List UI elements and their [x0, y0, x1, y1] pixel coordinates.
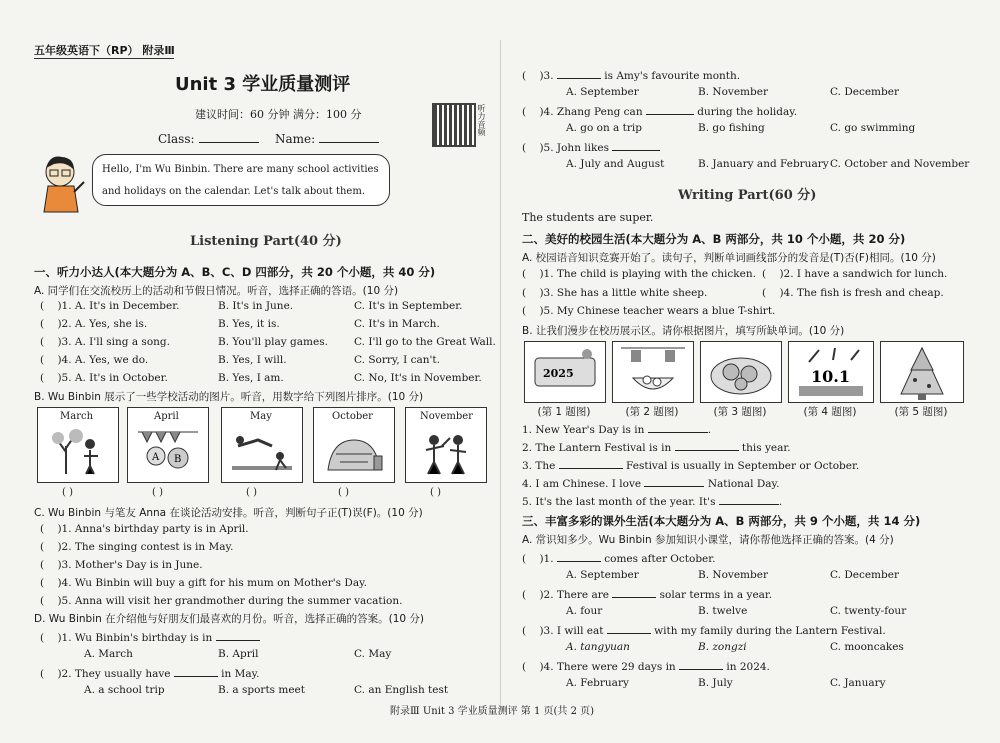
- speech-bubble: [92, 154, 390, 206]
- caption-4: (第 4 题图): [803, 406, 857, 418]
- A3-q2: ( )2. There are solar terms in a year.: [522, 589, 773, 601]
- D-q1-opt-b[interactable]: B. April: [218, 648, 259, 660]
- A-q1-opt-b[interactable]: B. It's in June.: [218, 300, 294, 312]
- R-q4-opt-c[interactable]: C. go swimming: [830, 122, 916, 134]
- A-q4-opt-b[interactable]: B. Yes, I will.: [218, 354, 287, 366]
- part-A-instruction: A. 同学们在交流校历上的活动和节假日情况。听音，选择正确的答语。(10 分): [34, 285, 399, 297]
- D-q1: ( )1. Wu Binbin's birthday is in: [40, 630, 260, 644]
- A3-q1-opt-b[interactable]: B. November: [698, 569, 768, 581]
- answer-paren-4[interactable]: ( ): [338, 487, 349, 498]
- part-C-instruction: C. Wu Binbin 与笔友 Anna 在谈论活动安排。听音，判断句子正(T)误(F)。(10 分): [34, 507, 423, 519]
- A3-q4-opt-c[interactable]: C. January: [830, 677, 886, 689]
- A-q2-opt-a[interactable]: A. Yes, she is.: [74, 318, 148, 330]
- writing-subtitle: The students are super.: [522, 211, 654, 224]
- caption-1: (第 1 题图): [537, 406, 591, 418]
- A-q3-opt-b[interactable]: B. You'll play games.: [218, 336, 328, 348]
- A3-q3-opt-a[interactable]: A. tangyuan: [566, 641, 630, 653]
- B2-q4: 4. I am Chinese. I love National Day.: [522, 478, 780, 490]
- R-q3-opt-b[interactable]: B. November: [698, 86, 768, 98]
- C-q1: ( )1. Anna's birthday party is in April.: [40, 523, 249, 535]
- A-q4-opt-c[interactable]: C. Sorry, I can't.: [354, 354, 440, 366]
- D-q2-opt-b[interactable]: B. a sports meet: [218, 684, 305, 696]
- A-q2: ( )2. A. Yes, she is.: [40, 318, 148, 330]
- pic-national-day: [788, 341, 874, 403]
- B2-q3: 3. The Festival is usually in September or October.: [522, 460, 860, 472]
- pic-april: April A B: [127, 407, 209, 483]
- A3-q4-opt-b[interactable]: B. July: [698, 677, 733, 689]
- A2-q5: ( )5. My Chinese teacher wears a blue T-shirt.: [522, 305, 776, 317]
- part-B2-instruction: B. 让我们漫步在校历展示区。请你根据图片，填写所缺单词。(10 分): [522, 325, 845, 337]
- part-A2-instruction: A. 校园语音知识竞赛开始了。读句子，判断单词画线部分的发音是(T)否(F)相同。(10 分): [522, 252, 936, 264]
- time-score: 建议时间：60 分钟 满分：100 分: [195, 108, 362, 121]
- pic-christmas: [880, 341, 964, 403]
- A-q4: ( )4. A. Yes, we do.: [40, 354, 149, 366]
- intro-line-2: and holidays on the calendar. Let's talk about them.: [102, 186, 365, 197]
- A-q2-opt-c[interactable]: C. It's in March.: [354, 318, 440, 330]
- qr-label: 听力音频: [477, 104, 486, 136]
- svg-text:A: A: [152, 452, 160, 463]
- answer-paren-2[interactable]: ( ): [152, 487, 163, 498]
- section-3-heading: 三、丰富多彩的课外生活(本大题分为 A、B 两部分，共 9 个小题，共 14 分): [522, 514, 921, 528]
- A3-q4: ( )4. There were 29 days in in 2024.: [522, 661, 770, 673]
- boy-illustration: [36, 152, 88, 214]
- B2-q1: 1. New Year's Day is in .: [522, 424, 712, 436]
- A2-q3: ( )3. She has a little white sheep.: [522, 287, 708, 299]
- name-field: Name:: [275, 132, 379, 146]
- A3-q2-opt-b[interactable]: B. twelve: [698, 605, 748, 617]
- pic-lantern: [612, 341, 694, 403]
- page-footer: 附录Ⅲ Unit 3 学业质量测评 第 1 页(共 2 页): [390, 706, 595, 717]
- B2-q5: 5. It's the last month of the year. It's .: [522, 496, 783, 508]
- D-q1-opt-a[interactable]: A. March: [84, 648, 133, 660]
- pic-mooncake: [700, 341, 782, 403]
- R-q3: ( )3. is Amy's favourite month.: [522, 70, 741, 82]
- R-q3-opt-a[interactable]: A. September: [566, 86, 639, 98]
- A2-q2: ( )2. I have a sandwich for lunch.: [762, 268, 948, 280]
- pic-november: November: [405, 407, 487, 483]
- caption-2: (第 2 题图): [625, 406, 679, 418]
- D-q2: ( )2. They usually have in May.: [40, 668, 260, 680]
- D-q2-opt-a[interactable]: A. a school trip: [84, 684, 165, 696]
- book-label: 五年级英语下（RP） 附录Ⅲ: [34, 44, 175, 57]
- answer-paren-5[interactable]: ( ): [430, 487, 441, 498]
- R-q5-opt-c[interactable]: C. October and November: [830, 158, 970, 170]
- caption-3: (第 3 题图): [713, 406, 767, 418]
- part-B-instruction: B. Wu Binbin 展示了一些学校活动的图片。听音，用数字给下列图片排序。(10 分): [34, 391, 424, 403]
- pic-march: March: [37, 407, 119, 483]
- A-q1: ( )1. A. It's in December.: [40, 300, 180, 312]
- svg-text:10.1: 10.1: [811, 367, 850, 386]
- A-q5-opt-c[interactable]: C. No, It's in November.: [354, 372, 482, 384]
- class-field: Class:: [158, 132, 259, 146]
- A-q1-opt-a[interactable]: A. It's in December.: [74, 300, 180, 312]
- writing-title: Writing Part(60 分): [678, 188, 817, 203]
- A-q3-opt-a[interactable]: A. I'll sing a song.: [74, 336, 170, 348]
- pic-october: October: [313, 407, 395, 483]
- A3-q2-opt-c[interactable]: C. twenty-four: [830, 605, 907, 617]
- C-q2: ( )2. The singing contest is in May.: [40, 541, 234, 553]
- A-q4-opt-a[interactable]: A. Yes, we do.: [74, 354, 149, 366]
- section-2-heading: 二、美好的校园生活(本大题分为 A、B 两部分，共 10 个小题，共 20 分): [522, 232, 906, 246]
- A-q1-opt-c[interactable]: C. It's in September.: [354, 300, 463, 312]
- A-q2-opt-b[interactable]: B. Yes, it is.: [218, 318, 280, 330]
- A-q3: ( )3. A. I'll sing a song.: [40, 336, 170, 348]
- A3-q3: ( )3. I will eat with my family during the Lantern Festival.: [522, 625, 886, 637]
- caption-5: (第 5 题图): [894, 406, 948, 418]
- A-q5-opt-b[interactable]: B. Yes, I am.: [218, 372, 284, 384]
- part-D-instruction: D. Wu Binbin 在介绍他与好朋友们最喜欢的月份。听音，选择正确的答案。(10 分): [34, 613, 425, 625]
- intro-line-1: Hello, I'm Wu Binbin. There are many school activities: [102, 164, 379, 175]
- section-1-heading: 一、听力小达人(本大题分为 A、B、C、D 四部分，共 20 个小题，共 40 分): [34, 265, 436, 279]
- D-q2-opt-c[interactable]: C. an English test: [354, 684, 449, 696]
- svg-text:B: B: [174, 454, 182, 465]
- qr-code[interactable]: [432, 103, 476, 147]
- svg-text:2025: 2025: [543, 367, 574, 380]
- A3-q4-opt-a[interactable]: A. February: [566, 677, 629, 689]
- listening-title: Listening Part(40 分): [190, 234, 342, 249]
- A2-q1: ( )1. The child is playing with the chicken.: [522, 268, 756, 280]
- R-q4-opt-a[interactable]: A. go on a trip: [566, 122, 642, 134]
- R-q5-opt-b[interactable]: B. January and February: [698, 158, 829, 170]
- A-q5-opt-a[interactable]: A. It's in October.: [74, 372, 168, 384]
- C-q3: ( )3. Mother's Day is in June.: [40, 559, 203, 571]
- A3-q1-opt-c[interactable]: C. December: [830, 569, 899, 581]
- A2-q4: ( )4. The fish is fresh and cheap.: [762, 287, 944, 299]
- A3-q3-opt-b[interactable]: B. zongzi: [698, 641, 747, 653]
- C-q4: ( )4. Wu Binbin will buy a gift for his mum on Mother's Day.: [40, 577, 367, 589]
- A-q3-opt-c[interactable]: C. I'll go to the Great Wall.: [354, 336, 496, 348]
- page-divider: [500, 40, 501, 710]
- pic-new-year: [524, 341, 606, 403]
- R-q4: ( )4. Zhang Peng can during the holiday.: [522, 106, 798, 118]
- answer-paren-1[interactable]: ( ): [62, 487, 73, 498]
- R-q5-opt-a[interactable]: A. July and August: [566, 158, 665, 170]
- A3-q1-opt-a[interactable]: A. September: [566, 569, 639, 581]
- answer-paren-3[interactable]: ( ): [246, 487, 257, 498]
- A3-q1: ( )1. comes after October.: [522, 553, 716, 565]
- B2-q2: 2. The Lantern Festival is in this year.: [522, 442, 791, 454]
- A3-q2-opt-a[interactable]: A. four: [566, 605, 603, 617]
- header-rule: [34, 58, 174, 59]
- pic-may: May: [221, 407, 303, 483]
- A3-q3-opt-c[interactable]: C. mooncakes: [830, 641, 904, 653]
- A-q5: ( )5. A. It's in October.: [40, 372, 168, 384]
- D-q1-opt-c[interactable]: C. May: [354, 648, 392, 660]
- R-q4-opt-b[interactable]: B. go fishing: [698, 122, 765, 134]
- part-A3-instruction: A. 常识知多少。Wu Binbin 参加知识小课堂，请你帮他选择正确的答案。(4 分): [522, 534, 894, 546]
- C-q5: ( )5. Anna will visit her grandmother during the summer vacation.: [40, 595, 403, 607]
- R-q3-opt-c[interactable]: C. December: [830, 86, 899, 98]
- R-q5: ( )5. John likes: [522, 140, 660, 154]
- page-title: Unit 3 学业质量测评: [175, 74, 351, 95]
